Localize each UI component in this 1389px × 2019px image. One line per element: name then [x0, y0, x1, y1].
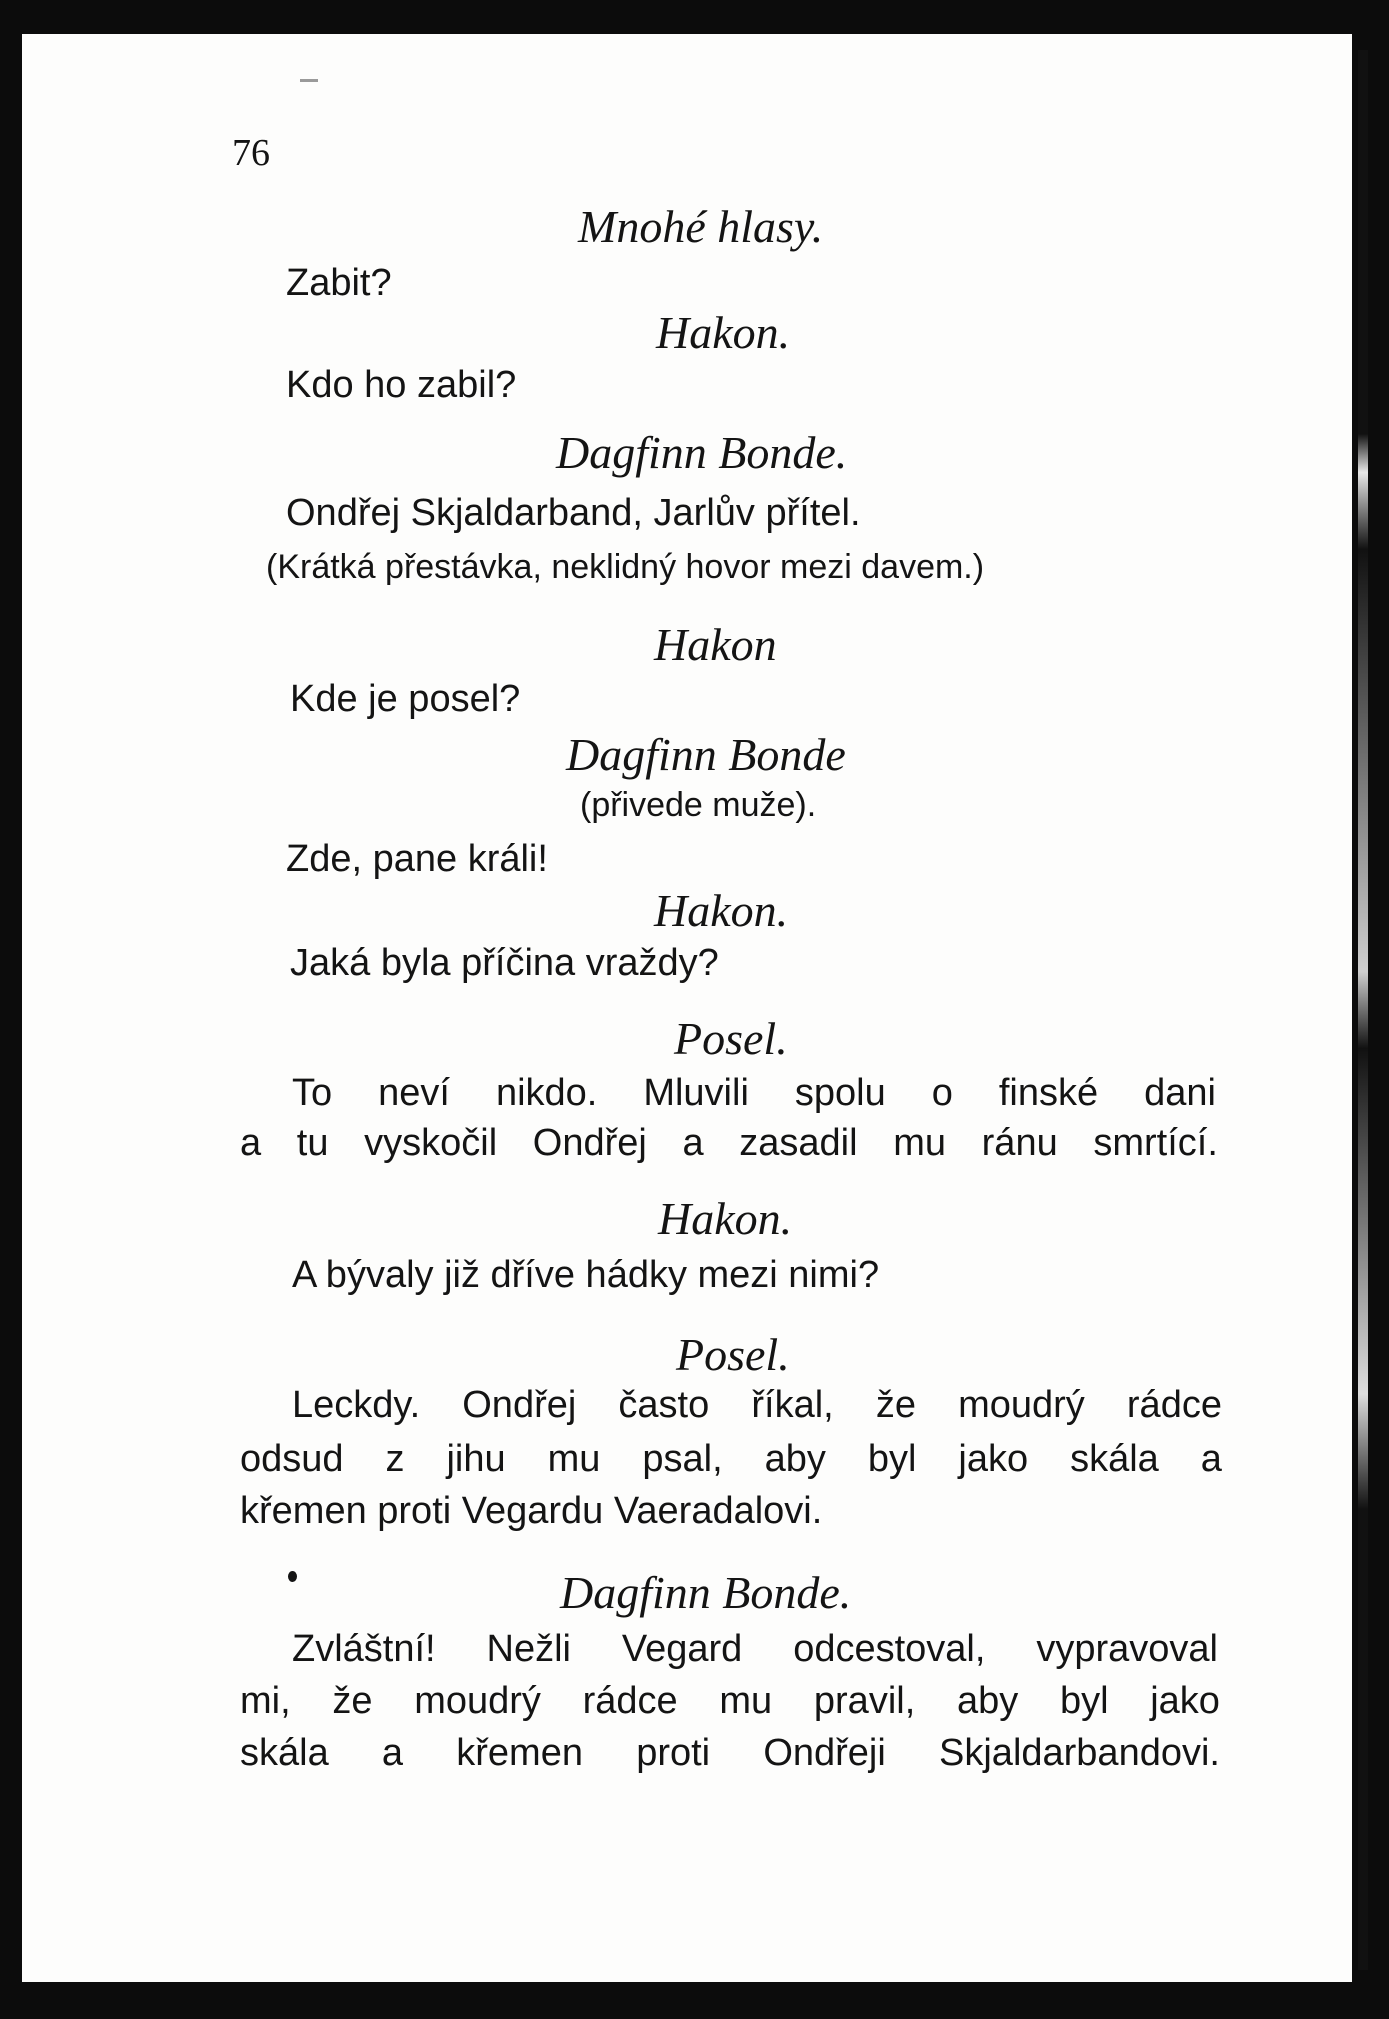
speech-line: Jaká byla příčina vraždy? [290, 942, 719, 984]
speaker-label: Mnohé hlasy. [578, 201, 824, 252]
speech-line: skála a křemen proti Ondřeji Skjaldarbandovi. [240, 1732, 1220, 1774]
speech-line: a tu vyskočil Ondřej a zasadil mu ránu smrtící. [240, 1122, 1218, 1164]
speaker-label: Posel. [674, 1013, 788, 1064]
bullet-mark [288, 1571, 297, 1582]
speaker-label: Hakon [654, 619, 777, 670]
speech-line: A bývaly již dříve hádky mezi nimi? [292, 1254, 880, 1296]
scan-smudge [300, 79, 318, 82]
speech-line: mi, že moudrý rádce mu pravil, aby byl jako [240, 1680, 1220, 1722]
page-number: 76 [232, 132, 270, 174]
speaker-label: Hakon. [658, 1193, 793, 1244]
speech-line: Ondřej Skjaldarband, Jarlův přítel. [286, 492, 861, 534]
stage-direction: (Krátká přestávka, neklidný hovor mezi davem.) [266, 548, 985, 586]
scan-edge [1358, 50, 1368, 1970]
speaker-label: Hakon. [654, 885, 789, 936]
speech-line: odsud z jihu mu psal, aby byl jako skála a [240, 1438, 1222, 1480]
speech-line: Kde je posel? [290, 678, 521, 720]
speaker-label: Dagfinn Bonde [566, 729, 846, 780]
stage-direction: (přivede muže). [580, 786, 817, 824]
speaker-label: Posel. [676, 1329, 790, 1380]
speech-line: křemen proti Vegardu Vaeradalovi. [240, 1490, 823, 1532]
speaker-label: Hakon. [656, 307, 791, 358]
speech-line: Zabit? [286, 262, 392, 304]
speech-line: Kdo ho zabil? [286, 364, 517, 406]
speaker-label: Dagfinn Bonde. [556, 427, 848, 478]
speech-line: Leckdy. Ondřej často říkal, že moudrý rádce [292, 1384, 1222, 1426]
speech-line: To neví nikdo. Mluvili spolu o finské dani [292, 1072, 1216, 1114]
speech-line: Zvláštní! Nežli Vegard odcestoval, vypravoval [292, 1628, 1218, 1670]
speech-line: Zde, pane králi! [286, 838, 548, 880]
speaker-label: Dagfinn Bonde. [560, 1567, 852, 1618]
